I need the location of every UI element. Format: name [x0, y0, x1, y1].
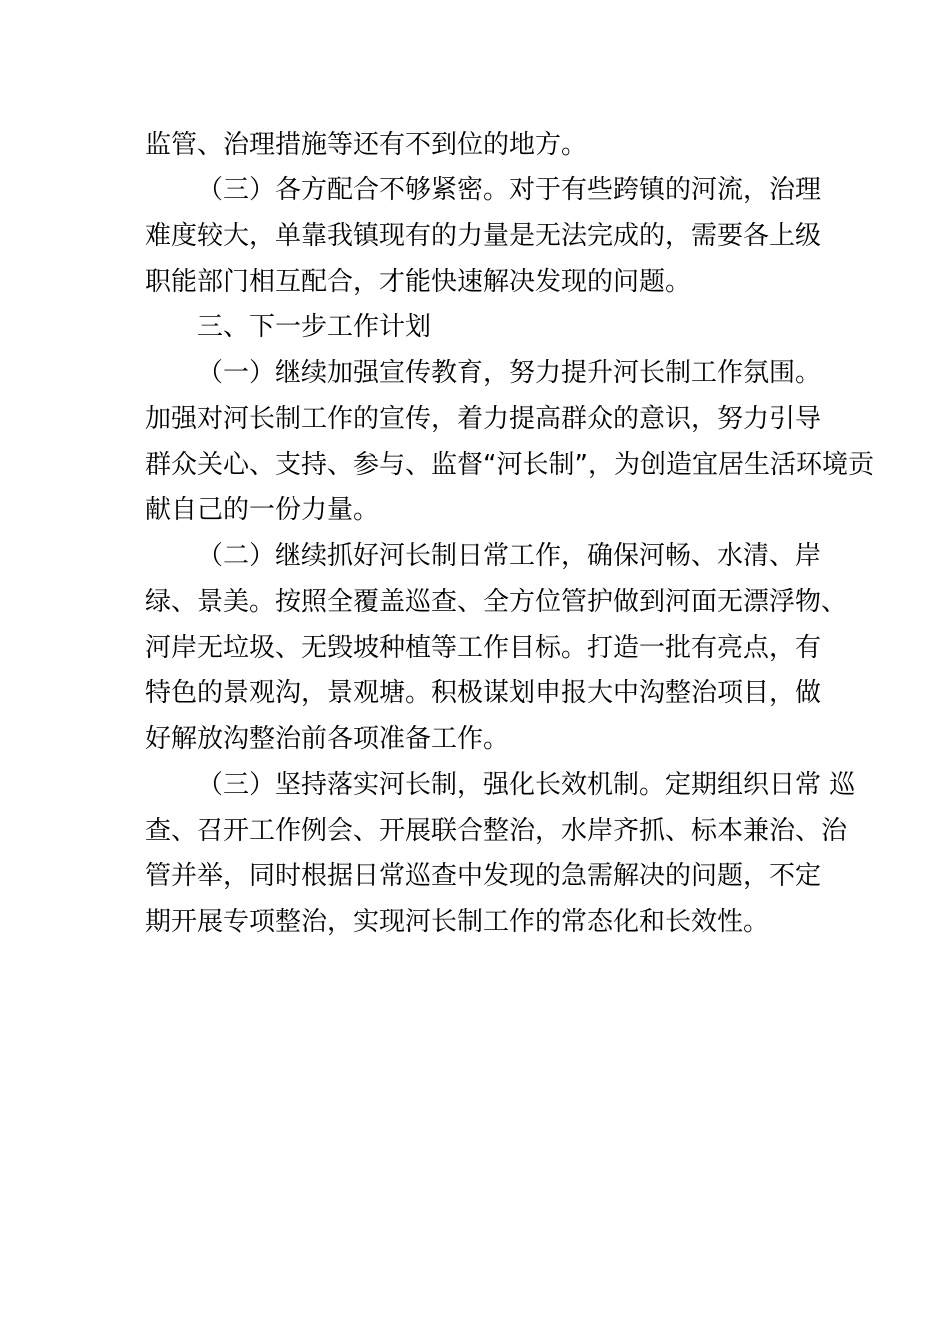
text-line: 查、召开工作例会、开展联合整治，水岸齐抓、标本兼治、治	[145, 816, 848, 846]
text-line: 加强对河长制工作的宣传，着力提高群众的意识，努力引导	[145, 404, 822, 434]
text-line: 监管、治理措施等还有不到位的地方。	[145, 130, 588, 160]
text-line: 好解放沟整治前各项准备工作。	[145, 724, 510, 754]
text-line: 期开展专项整治，实现河长制工作的常态化和长效性。	[145, 907, 770, 937]
text-line: （一）继续加强宣传教育，努力提升河长制工作氛围。	[197, 358, 822, 388]
text-line: 特色的景观沟，景观塘。积极谋划申报大中沟整治项目，做	[145, 678, 822, 708]
text-line: （二）继续抓好河长制日常工作，确保河畅、水清、岸	[197, 541, 822, 571]
section-heading: 三、下一步工作计划	[197, 312, 432, 342]
text-line: 群众关心、支持、参与、监督“河长制”，为创造宜居生活环境贡	[145, 450, 874, 480]
text-line: 河岸无垃圾、无毁坡种植等工作目标。打造一批有亮点，有	[145, 633, 822, 663]
text-line: 职能部门相互配合，才能快速解决发现的问题。	[145, 267, 692, 297]
text-line: （三）坚持落实河长制，强化长效机制。定期组织日常 巡	[197, 770, 856, 800]
text-line: 管并举，同时根据日常巡查中发现的急需解决的问题，不定	[145, 861, 822, 891]
text-line: 绿、景美。按照全覆盖巡查、全方位管护做到河面无漂浮物、	[145, 587, 848, 617]
text-line: 难度较大，单靠我镇现有的力量是无法完成的，需要各上级	[145, 221, 822, 251]
text-line: 献自己的一份力量。	[145, 495, 380, 525]
text-line: （三）各方配合不够紧密。对于有些跨镇的河流，治理	[197, 175, 822, 205]
